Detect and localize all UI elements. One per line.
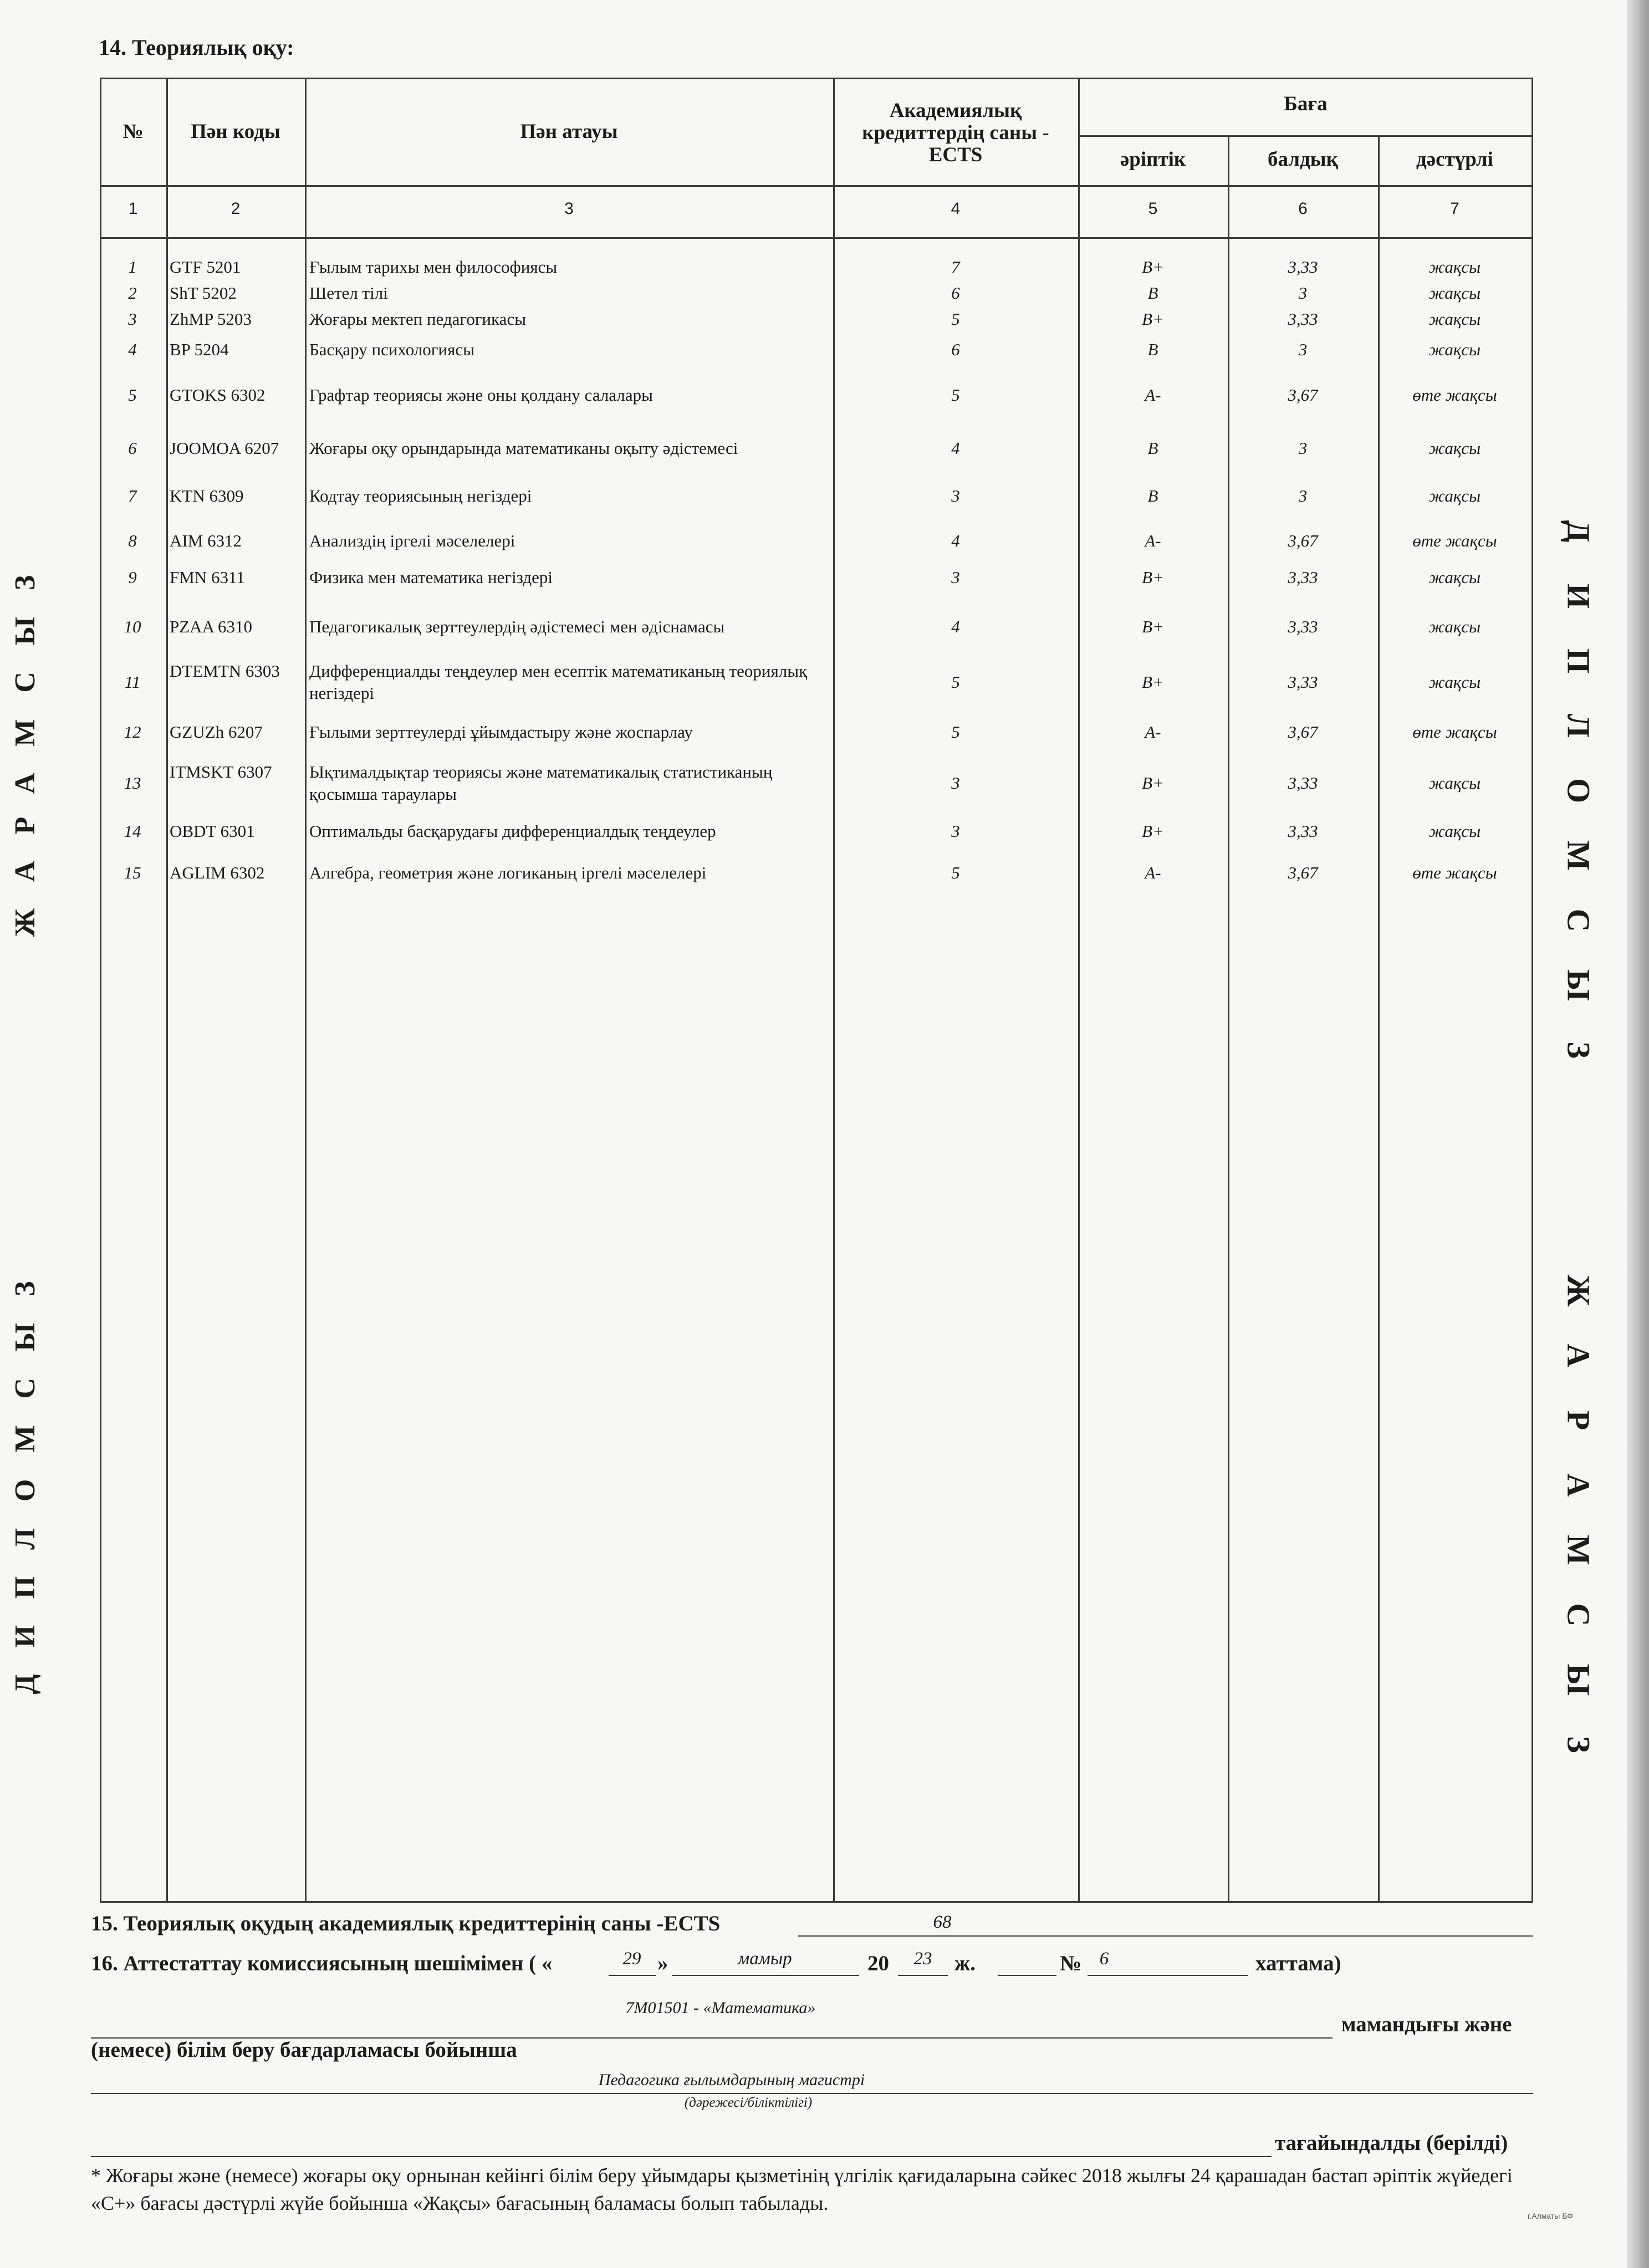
row-number: 3 [128, 309, 137, 329]
row-number: 10 [124, 617, 141, 636]
header-no: № [122, 120, 144, 143]
commission-year-suffix: ж. [954, 1952, 976, 1975]
subject-credits: 4 [951, 531, 960, 550]
grade-points: 3 [1298, 486, 1308, 505]
grade-letter: B+ [1142, 568, 1164, 587]
watermark-left-top: ЖАРАМСЫЗ [9, 548, 41, 937]
grade-traditional: жақсы [1428, 340, 1481, 359]
commission-month: мамыр [738, 1949, 792, 1969]
grade-points: 3,33 [1288, 257, 1318, 277]
subject-code: DTEMTN 6303 [170, 661, 280, 681]
grade-points: 3 [1298, 340, 1308, 359]
row-number: 1 [128, 257, 137, 277]
grade-letter: B [1147, 340, 1158, 359]
column-number: 6 [1298, 200, 1308, 218]
degree-line [91, 2093, 1533, 2094]
subject-name: Физика мен математика негіздері [309, 568, 553, 587]
row-number: 5 [128, 385, 137, 405]
subject-code: AGLIM 6302 [170, 863, 265, 882]
grade-points: 3,67 [1288, 722, 1318, 742]
column-number: 2 [231, 200, 241, 218]
watermark-left-bottom: ДИПЛОМСЫЗ [9, 1254, 41, 1694]
column-number: 3 [564, 200, 574, 218]
row-number: 8 [128, 531, 137, 550]
row-number: 12 [124, 722, 141, 742]
grade-points: 3 [1298, 283, 1308, 303]
grade-traditional: жақсы [1428, 568, 1481, 587]
footnote: * Жоғары және (немесе) жоғары оқу орнынан кейінгі білім беру ұйымдары қызметінің үлгілік қағидаларына сәйкес 2018 жылғы 24 қарашадан бастап әріптік жүйедегі «C+» бағасы дәстүрлі жүйе бойынша «Жақсы» бағасының баламасы болып табылады. [91, 2164, 1513, 2214]
subject-name: Ықтималдықтар теориясы және математикалық статистиканың қосымша тараулары [309, 762, 773, 804]
subject-code: ShT 5202 [170, 283, 237, 303]
grade-letter: B+ [1142, 672, 1164, 692]
subject-code: ZhMP 5203 [170, 309, 252, 329]
grade-letter: A- [1145, 385, 1161, 405]
subject-credits: 3 [951, 821, 960, 841]
table-col-line [305, 78, 307, 1903]
subject-name: Кодтау теориясының негіздері [309, 486, 532, 505]
row-number: 13 [124, 773, 141, 793]
protocol-no-label: № [1060, 1952, 1082, 1975]
protocol-no: 6 [1099, 1949, 1109, 1969]
specialty-label: мамандығы және [1341, 2012, 1512, 2036]
grade-traditional: жақсы [1428, 672, 1481, 692]
subject-name: Анализдің іргелі мәселелері [309, 531, 515, 550]
grade-letter: B+ [1142, 821, 1164, 841]
grade-traditional: жақсы [1428, 257, 1481, 277]
program-label: (немесе) білім беру бағдарламасы бойынша [91, 2038, 517, 2062]
grade-letter: B+ [1142, 309, 1164, 329]
grade-points: 3,67 [1288, 863, 1318, 882]
subject-credits: 5 [951, 863, 960, 882]
header-credits: Академиялық кредиттердің саны - ECTS [862, 99, 1049, 166]
printer-mark: г.Алматы БФ [1528, 2211, 1573, 2220]
commission-year: 23 [913, 1949, 932, 1969]
subject-code: GZUZh 6207 [170, 722, 263, 742]
table-col-line [100, 78, 101, 1903]
subject-code: KTN 6309 [170, 486, 244, 505]
subject-name: Дифференциалды теңдеулер мен есептік математиканың теориялық негіздері [309, 661, 808, 703]
subject-code: ITMSKT 6307 [170, 762, 272, 781]
subject-code: OBDT 6301 [170, 821, 255, 841]
grade-points: 3,33 [1288, 617, 1318, 636]
row-number: 11 [124, 672, 141, 692]
grade-letter: A- [1145, 531, 1161, 550]
table-grade-divider [1078, 135, 1533, 137]
row-number: 14 [124, 821, 141, 841]
subject-credits: 3 [951, 773, 960, 793]
commission-gap-line [998, 1975, 1056, 1976]
table-col-line [166, 78, 168, 1903]
subject-code: AIM 6312 [170, 531, 242, 550]
grade-letter: B [1147, 486, 1158, 505]
subject-credits: 4 [951, 438, 960, 458]
grade-points: 3 [1298, 438, 1308, 458]
grade-traditional: өте жақсы [1412, 385, 1497, 405]
column-number: 4 [951, 200, 961, 218]
degree-caption: (дәрежесі/біліктілігі) [684, 2095, 813, 2110]
assigned-line [91, 2156, 1272, 2157]
subject-name: Графтар теориясы және оны қолдану салалары [309, 385, 653, 405]
grade-points: 3,33 [1288, 568, 1318, 587]
commission-day-line [609, 1975, 656, 1976]
subject-name: Ғылым тарихы мен философиясы [309, 257, 558, 277]
subject-code: PZAA 6310 [170, 617, 252, 636]
table-border-top [100, 78, 1533, 79]
grade-traditional: жақсы [1428, 309, 1481, 329]
subject-credits: 3 [951, 568, 960, 587]
subject-credits: 6 [951, 340, 960, 359]
subject-code: JOOMOA 6207 [170, 438, 279, 458]
grade-points: 3,67 [1288, 385, 1318, 405]
table-header-bottom [100, 185, 1533, 187]
subject-name: Басқару психологиясы [309, 340, 474, 359]
specialty-value: 7M01501 - «Математика» [625, 1999, 816, 2017]
grade-points: 3,33 [1288, 773, 1318, 793]
subject-credits: 5 [951, 722, 960, 742]
subject-code: BP 5204 [170, 340, 229, 359]
grade-traditional: жақсы [1428, 486, 1481, 505]
table-colnum-bottom [100, 237, 1533, 239]
credits-total-line [798, 1935, 1533, 1937]
grade-traditional: өте жақсы [1412, 863, 1497, 882]
grade-letter: A- [1145, 863, 1161, 882]
grade-letter: B [1147, 438, 1158, 458]
commission-year-line [898, 1975, 948, 1976]
protocol-end: хаттама) [1255, 1952, 1341, 1975]
subject-name: Жоғары оқу орындарында математиканы оқыту әдістемесі [309, 438, 738, 458]
header-grade: Баға [1284, 93, 1328, 115]
grade-traditional: жақсы [1428, 283, 1481, 303]
row-number: 4 [128, 340, 137, 359]
grade-traditional: жақсы [1428, 617, 1481, 636]
header-letter: әріптік [1120, 148, 1186, 171]
grade-letter: B [1147, 283, 1158, 303]
section-title: 14. Теориялық оқу: [99, 35, 294, 60]
grade-points: 3,33 [1288, 309, 1318, 329]
header-traditional: дәстүрлі [1416, 148, 1493, 171]
subject-code: GTOKS 6302 [170, 385, 266, 405]
commission-day: 29 [622, 1949, 641, 1969]
subject-credits: 3 [951, 486, 960, 505]
grade-traditional: өте жақсы [1412, 722, 1497, 742]
row-number: 6 [128, 438, 137, 458]
grade-points: 3,33 [1288, 672, 1318, 692]
subject-code: FMN 6311 [170, 568, 245, 587]
subject-name: Алгебра, геометрия және логиканың іргелі мәселелері [309, 863, 707, 882]
grade-points: 3,33 [1288, 821, 1318, 841]
subject-name: Шетел тілі [309, 283, 388, 303]
commission-year-prefix: 20 [867, 1952, 889, 1975]
row-number: 9 [128, 568, 137, 587]
row-number: 7 [128, 486, 137, 505]
subject-name: Оптимальды басқарудағы дифференциалдық теңдеулер [309, 821, 716, 841]
grade-letter: B+ [1142, 617, 1164, 636]
watermark-right-bottom: Ж А Р А М С Ы З [1560, 1274, 1597, 1753]
grade-traditional: жақсы [1428, 773, 1481, 793]
grade-letter: B+ [1142, 257, 1164, 277]
column-number: 7 [1450, 200, 1459, 218]
subject-credits: 5 [951, 672, 960, 692]
subject-credits: 4 [951, 617, 960, 636]
watermark-right-top: Д И П Л О М С Ы З [1560, 520, 1597, 1059]
subject-code: GTF 5201 [170, 257, 241, 277]
protocol-no-line [1088, 1975, 1248, 1976]
subject-credits: 5 [951, 385, 960, 405]
assigned-label: тағайындалды (берілді) [1275, 2131, 1508, 2155]
column-number: 1 [128, 200, 138, 218]
grade-points: 3,67 [1288, 531, 1318, 550]
grade-traditional: жақсы [1428, 821, 1481, 841]
commission-label: 16. Аттестаттау комиссиясының шешімімен ( « [91, 1952, 553, 1975]
header-code: Пән коды [191, 120, 280, 143]
page-edge-shadow [1627, 0, 1649, 2268]
subject-credits: 6 [951, 283, 960, 303]
row-number: 2 [128, 283, 137, 303]
grade-traditional: өте жақсы [1412, 531, 1497, 550]
grade-letter: B+ [1142, 773, 1164, 793]
degree-value: Педагогика ғылымдарының магистрі [598, 2071, 865, 2089]
commission-quote-close: » [657, 1952, 668, 1975]
subject-name: Ғылыми зерттеулерді ұйымдастыру және жоспарлау [309, 722, 693, 742]
subject-name: Педагогикалық зерттеулердің әдістемесі мен әдіснамасы [309, 617, 725, 636]
header-name: Пән атауы [520, 120, 618, 143]
subject-credits: 7 [951, 257, 960, 277]
row-number: 15 [124, 863, 141, 882]
subject-credits: 5 [951, 309, 960, 329]
grade-traditional: жақсы [1428, 438, 1481, 458]
table-border-bottom [100, 1901, 1533, 1903]
credits-total-label: 15. Теориялық оқудың академиялық кредиттерінің саны -ECTS [91, 1912, 721, 1935]
header-points: балдық [1267, 148, 1338, 171]
grade-letter: A- [1145, 722, 1161, 742]
subject-name: Жоғары мектеп педагогикасы [309, 309, 527, 329]
commission-month-line [672, 1975, 859, 1976]
credits-total-value: 68 [933, 1912, 952, 1932]
column-number: 5 [1148, 200, 1158, 218]
